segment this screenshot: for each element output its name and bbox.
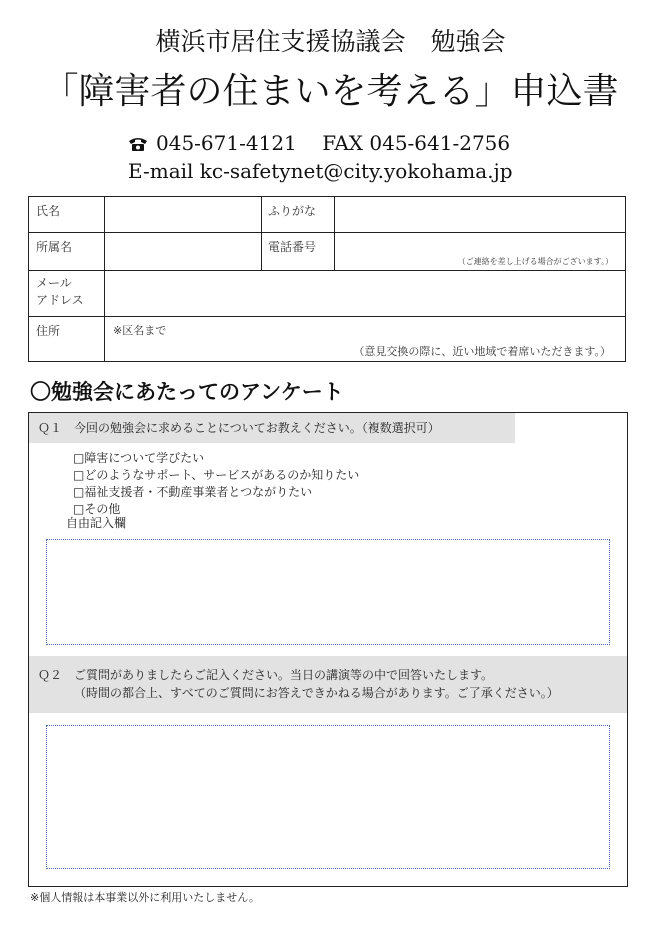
survey-box [28,412,628,887]
q1-option-support[interactable]: □どのようなサポート、サービスがあるのか知りたい [73,468,360,482]
q2-header [29,656,627,713]
email-line: E-mail kc-safetynet@city.yokohama.jp [128,159,513,183]
telephone-icon [128,132,148,148]
phone-fax-line [128,130,510,156]
q2-text-line2: （時間の都合上、すべてのご質問にお答えできかねる場合があります。ご了承ください。） [74,686,559,700]
privacy-note: ※個人情報は本事業以外に利用いたしません。 [30,891,260,904]
phone-label: 電話番号 [268,240,317,254]
q1-option-other[interactable]: □その他 [73,502,121,516]
address-hint: ※区名まで [113,324,167,337]
email-field[interactable] [105,271,625,316]
address-field[interactable] [105,317,625,362]
address-label: 住所 [36,324,61,338]
furigana-label: ふりがな [268,204,317,218]
q1-text: Ｑ１ 今回の勉強会に求めることについてお教えください。（複数選択可） [38,421,440,435]
email-label [29,271,104,316]
q1-options [73,450,359,518]
survey-title: 〇勉強会にあたってのアンケート [30,380,344,404]
q1-option-connect[interactable]: □福祉支援者・不動産事業者とつながりたい [73,485,313,499]
q1-option-disability[interactable]: □障害について学びたい [73,451,205,465]
form-title: 「障害者の住まいを考える」申込書 [42,71,619,112]
q1-free-label: 自由記入欄 [66,516,127,530]
furigana-field[interactable] [335,197,625,232]
email-label-line1: メール [36,276,72,290]
q1-free-text-box[interactable] [46,539,610,645]
q1-header [29,413,515,443]
organizer-heading: 横浜市居住支援協議会 勉強会 [155,27,506,56]
name-label: 氏名 [36,204,61,218]
q2-answer-box[interactable] [46,725,610,869]
phone-note: （ご連絡を差し上げる場合がございます。） [457,257,613,266]
q2-text-line1: Ｑ２ ご質問がありましたらご記入ください。当日の講演等の中で回答いたします。 [38,668,494,682]
phone-field[interactable] [335,233,625,270]
affiliation-label: 所属名 [36,240,73,254]
name-field[interactable] [105,197,261,232]
phone-fax-text: 045-671-4121 FAX 045-641-2756 [156,131,511,155]
affiliation-field[interactable] [105,233,261,270]
address-note: （意見交換の際に、近い地域で着席いただきます。） [353,345,611,358]
email-label-line2: アドレス [36,293,84,307]
applicant-info-table [28,196,626,362]
